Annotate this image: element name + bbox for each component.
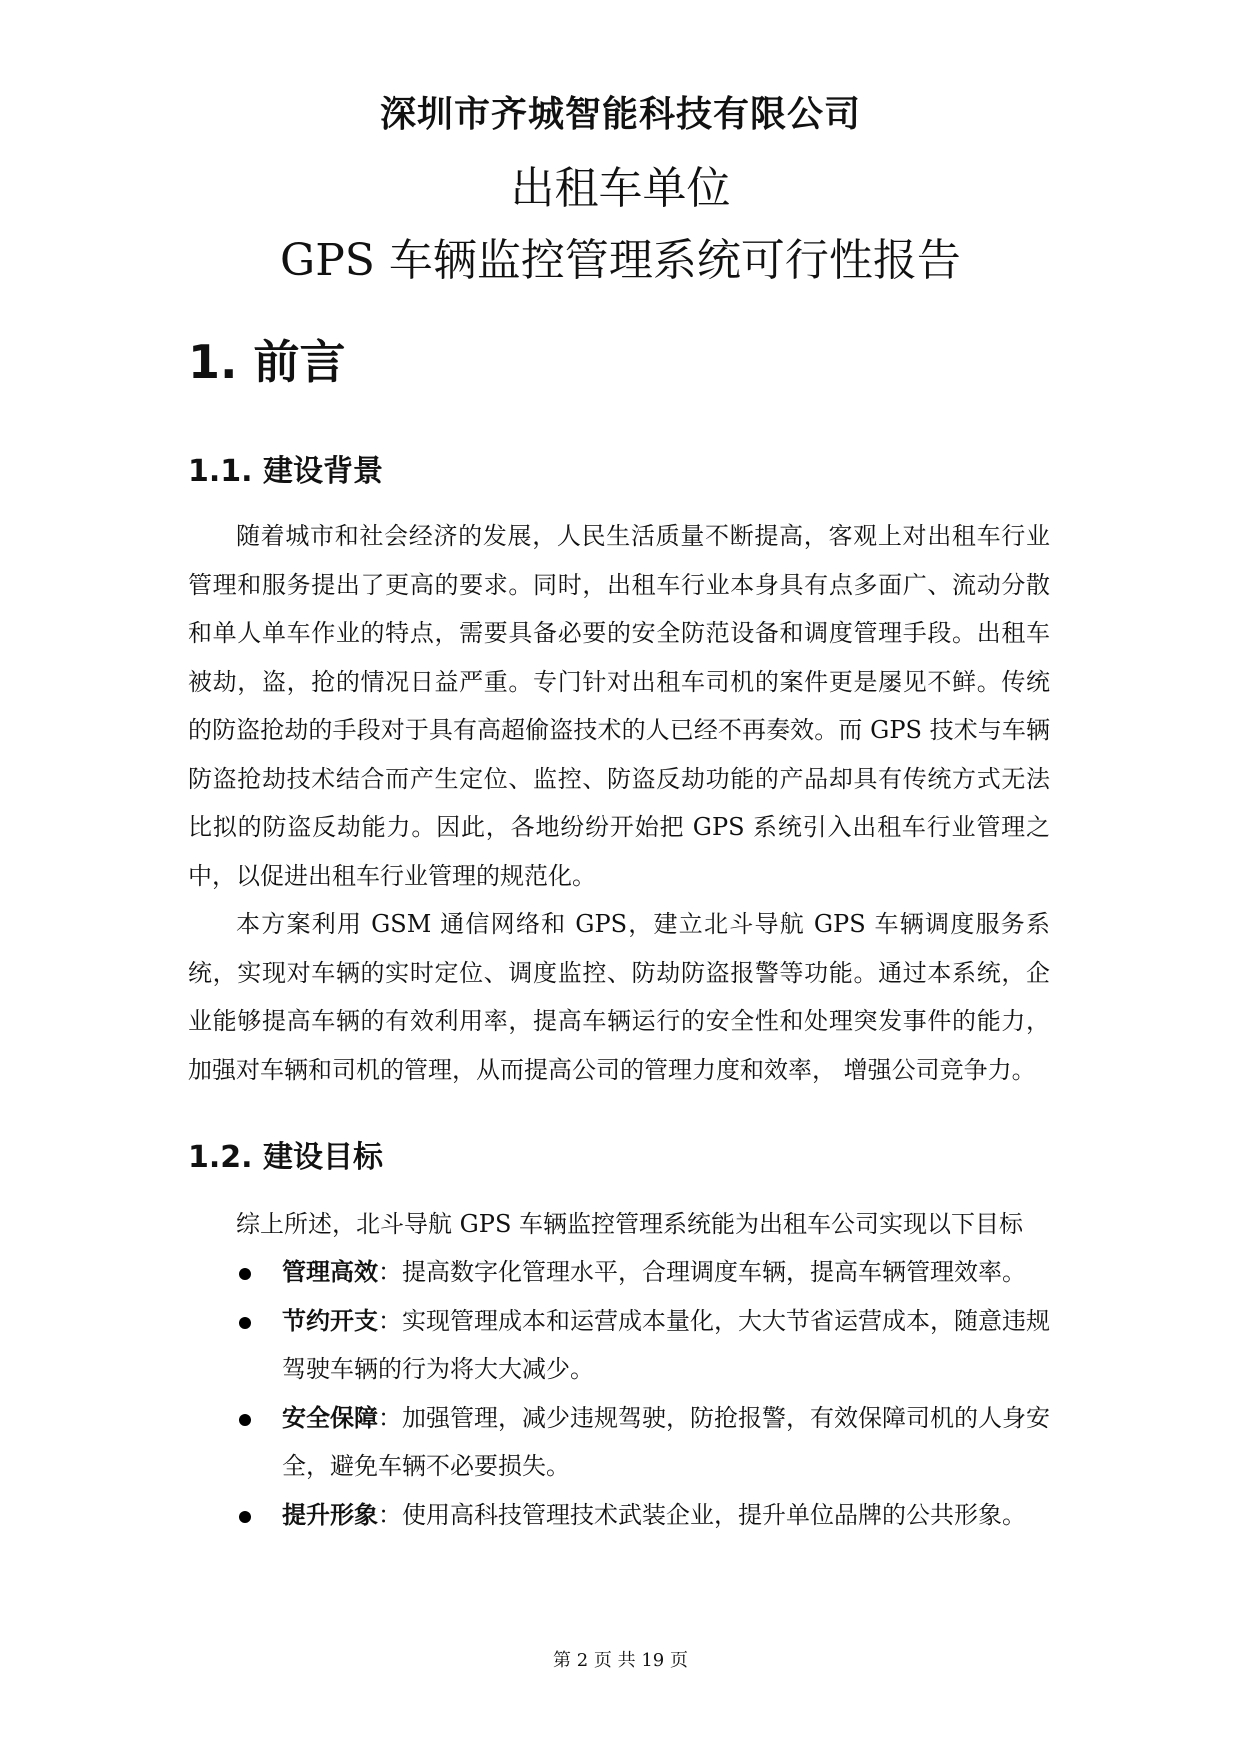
goal-lead: 安全保障 (282, 1403, 378, 1432)
goal-text: ：加强管理，减少违规驾驶，防抢报警，有效保障司机的人身安全，避免车辆不必要损失。 (282, 1403, 1050, 1480)
goal-lead: 节约开支 (282, 1306, 378, 1335)
bullet-dot-icon (239, 1317, 251, 1329)
bullet-dot-icon (239, 1511, 251, 1523)
goals-intro-paragraph: 综上所述，北斗导航 GPS 车辆监控管理系统能为出租车公司实现以下目标 (236, 1210, 1024, 1238)
background-paragraph-1: 随着城市和社会经济的发展，人民生活质量不断提高，客观上对出租车行业管理和服务提出了更高的要求。同时，出租车行业本身具有点多面广、流动分散和单人单车作业的特点，需要具备必要的安全防范设备和调度管理手段。出租车被劫，盗，抢的情况日益严重。专门针对出租车司机的案件更是屡见不鲜。传统的防盗抢劫的手段对于具有高超偷盗技术的人已经不再奏效。而 GPS 技术与车辆防盗抢劫技术结合而产生定位、监控、防盗反劫功能的产品却具有传统方式无法比拟的防盗反劫能力。因此，各地纷纷开始把 GPS 系统引入出租车行业管理之中，以促进出租车行业管理的规范化。 (188, 522, 1050, 890)
subsection-heading-goals: 1.2. 建设目标 (188, 1140, 383, 1175)
goal-text: ：实现管理成本和运营成本量化，大大节省运营成本，随意违规驾驶车辆的行为将大大减少。 (282, 1306, 1050, 1383)
section-heading-preface: 1. 前言 (188, 335, 346, 389)
list-item (188, 1297, 1050, 1394)
goal-lead: 提升形象 (282, 1500, 378, 1529)
goal-text: ：提高数字化管理水平，合理调度车辆，提高车辆管理效率。 (378, 1258, 1026, 1286)
goal-lead: 管理高效 (282, 1258, 378, 1286)
goal-text: ：使用高科技管理技术武装企业，提升单位品牌的公共形象。 (378, 1500, 1026, 1529)
list-item (188, 1394, 1050, 1491)
goals-list (188, 1248, 1050, 1539)
subsection-heading-background: 1.1. 建设背景 (188, 454, 383, 489)
document-title-line2: GPS 车辆监控管理系统可行性报告 (280, 235, 961, 286)
list-item (188, 1248, 1050, 1297)
bullet-dot-icon (239, 1414, 251, 1426)
document-title-line1: 出租车单位 (510, 163, 731, 214)
bullet-dot-icon (239, 1268, 251, 1280)
background-paragraph-2: 本方案利用 GSM 通信网络和 GPS，建立北斗导航 GPS 车辆调度服务系统，实现对车辆的实时定位、调度监控、防劫防盗报警等功能。通过本系统，企业能够提高车辆的有效利用率，提高车辆运行的安全性和处理突发事件的能力，加强对车辆和司机的管理，从而提高公司的管理力度和效率， 增强公司竞争力。 (188, 910, 1050, 1084)
page-number-footer: 第 2 页 共 19 页 (553, 1650, 688, 1671)
list-item (188, 1491, 1050, 1540)
company-name: 深圳市齐城智能科技有限公司 (379, 93, 861, 135)
